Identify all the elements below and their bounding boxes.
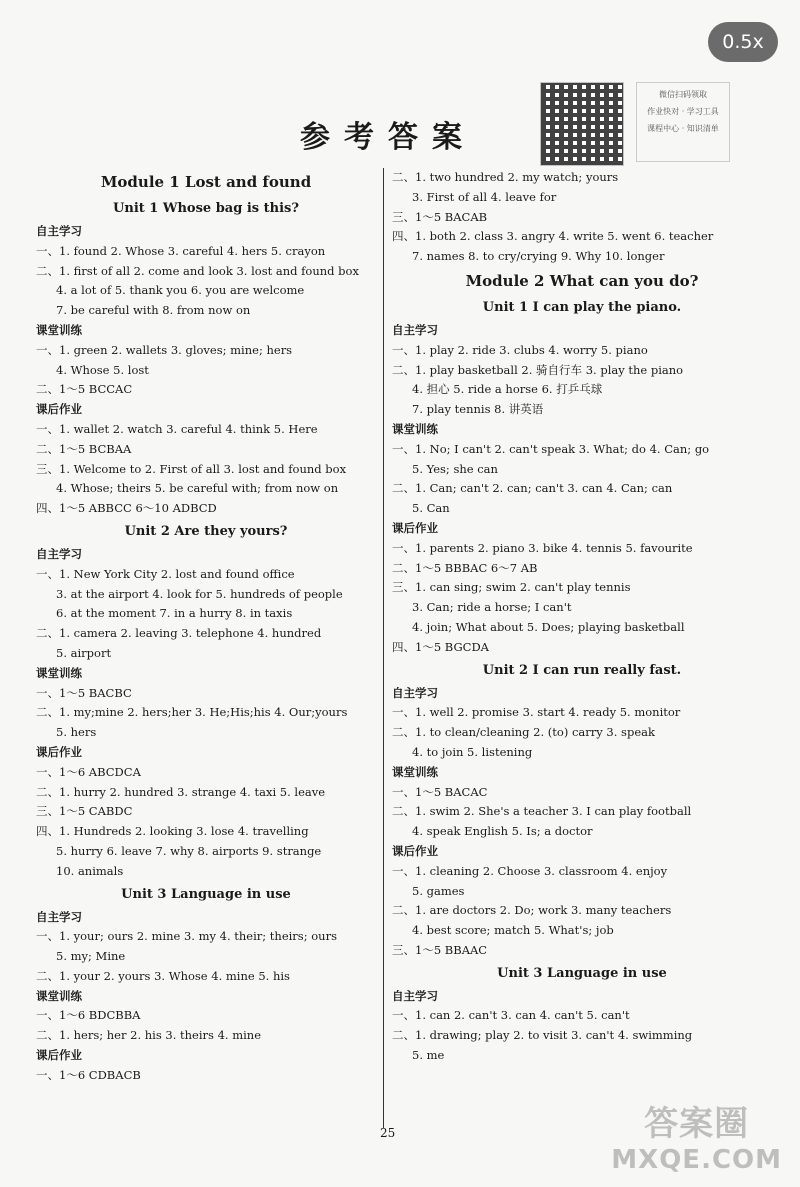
answer-line: 一、1. New York City 2. lost and found office — [36, 566, 295, 581]
page-number: 25 — [380, 1126, 396, 1140]
watermark-line: MXQE.COM — [611, 1145, 782, 1175]
answer-line-continued: 4. best score; match 5. What's; job — [412, 923, 614, 938]
answer-line: 一、1. your; ours 2. mine 3. my 4. their; theirs; ours — [36, 929, 337, 944]
answer-line: 三、1～5 BBAAC — [392, 942, 488, 957]
answer-line: 三、1. can sing; swim 2. can't play tennis — [392, 580, 631, 595]
section-label: 自主学习 — [392, 322, 438, 337]
section-label: 课后作业 — [392, 843, 438, 858]
answer-line: 一、1. No; I can't 2. can't speak 3. What; do 4. Can; go — [392, 441, 710, 456]
answer-line: 一、1. wallet 2. watch 3. careful 4. think 5. Here — [36, 421, 318, 436]
section-label: 课堂训练 — [36, 988, 82, 1003]
answer-line-continued: 5. games — [412, 883, 465, 898]
section-label: 课堂训练 — [392, 764, 438, 779]
unit-heading: Unit 1 I can play the piano. — [482, 299, 682, 315]
qr-promo-line: 课程中心 · 知识清单 — [647, 124, 719, 133]
answer-line: 四、1. Hundreds 2. looking 3. lose 4. travelling — [36, 824, 309, 839]
section-label: 课后作业 — [36, 1048, 82, 1063]
answer-line-continued: 5. me — [412, 1048, 445, 1063]
answer-line: 三、1～5 CABDC — [36, 804, 133, 819]
answer-line: 一、1. can 2. can't 3. can 4. can't 5. can't — [392, 1008, 630, 1023]
qr-promo-line: 作业快对 · 学习工具 — [647, 107, 719, 116]
answer-line: 二、1. two hundred 2. my watch; yours — [392, 170, 619, 184]
section-label: 自主学习 — [36, 546, 82, 561]
answer-line-continued: 5. Yes; she can — [412, 461, 498, 476]
section-label: 课堂训练 — [392, 421, 438, 436]
answer-line: 二、1. to clean/cleaning 2. (to) carry 3. speak — [392, 725, 655, 740]
unit-heading: Unit 3 Language in use — [121, 886, 291, 902]
answer-line: 二、1～5 BCCAC — [36, 382, 133, 397]
answer-line-continued: 5. my; Mine — [56, 949, 126, 964]
answer-line: 二、1. my;mine 2. hers;her 3. He;His;his 4. Our;yours — [36, 705, 348, 720]
zoom-level-badge[interactable]: 0.5x — [708, 22, 778, 62]
answer-line: 一、1. play 2. ride 3. clubs 4. worry 5. piano — [392, 342, 648, 357]
answer-line-continued: 3. at the airport 4. look for 5. hundreds of people — [56, 586, 343, 601]
answer-column-left — [36, 168, 376, 1086]
section-label: 课堂训练 — [36, 665, 82, 680]
answer-line: 一、1～6 ABCDCA — [36, 764, 141, 779]
answer-line: 一、1. found 2. Whose 3. careful 4. hers 5. crayon — [36, 243, 326, 258]
unit-heading: Unit 2 Are they yours? — [124, 523, 288, 539]
page-title: 参考答案 — [300, 120, 476, 155]
unit-heading: Unit 1 Whose bag is this? — [113, 201, 299, 216]
answer-line: 一、1～5 BACBC — [36, 685, 132, 700]
answer-line-continued: 4. a lot of 5. thank you 6. you are welcome — [56, 283, 305, 298]
answer-line-continued: 5. Can — [412, 501, 450, 516]
qr-code — [540, 82, 624, 166]
answer-line: 二、1. are doctors 2. Do; work 3. many teachers — [392, 903, 672, 918]
section-label: 自主学习 — [36, 224, 82, 238]
answer-line-continued: 3. First of all 4. leave for — [412, 189, 557, 204]
section-label: 课后作业 — [392, 520, 438, 535]
answer-line-continued: 4. to join 5. listening — [412, 744, 533, 759]
answer-line-continued: 6. at the moment 7. in a hurry 8. in taxis — [56, 606, 293, 621]
answer-line-continued: 5. hers — [56, 725, 97, 740]
answer-line: 二、1. your 2. yours 3. Whose 4. mine 5. his — [36, 968, 290, 983]
section-label: 自主学习 — [36, 909, 82, 924]
watermark-logo — [611, 1096, 782, 1175]
answer-line-continued: 4. Whose; theirs 5. be careful with; from now on — [56, 481, 339, 496]
answer-line: 一、1. parents 2. piano 3. bike 4. tennis 5. favourite — [392, 540, 693, 555]
answer-line-continued: 7. play tennis 8. 讲英语 — [412, 402, 544, 417]
answer-line: 一、1. well 2. promise 3. start 4. ready 5. monitor — [392, 705, 681, 720]
answer-line: 四、1～5 ABBCC 6～10 ADBCD — [36, 501, 217, 516]
section-label: 课堂训练 — [36, 322, 82, 337]
answer-line: 一、1～6 CDBACB — [36, 1067, 141, 1082]
answer-line: 二、1. Can; can't 2. can; can't 3. can 4. Can; can — [392, 481, 673, 496]
answer-line-continued: 7. be careful with 8. from now on — [56, 303, 251, 318]
answer-line-continued: 4. 担心 5. ride a horse 6. 打乒乓球 — [412, 382, 603, 397]
answer-line: 二、1. first of all 2. come and look 3. lost and found box — [36, 263, 359, 278]
section-label: 课后作业 — [36, 744, 82, 759]
answer-line: 三、1～5 BACAB — [392, 209, 488, 224]
answer-line: 二、1～5 BCBAA — [36, 441, 132, 456]
answer-line-continued: 5. hurry 6. leave 7. why 8. airports 9. strange — [56, 843, 322, 858]
answer-line-continued: 4. speak English 5. Is; a doctor — [412, 824, 593, 839]
answer-line: 一、1～5 BACAC — [392, 784, 488, 799]
unit-heading: Unit 2 I can run really fast. — [482, 662, 682, 678]
answer-line: 一、1. green 2. wallets 3. gloves; mine; hers — [36, 342, 293, 357]
answer-line: 二、1～5 BBBAC 6～7 AB — [392, 560, 538, 575]
answer-line: 二、1. hers; her 2. his 3. theirs 4. mine — [36, 1028, 262, 1043]
answer-line-continued: 4. join; What about 5. Does; playing basketball — [412, 619, 685, 634]
section-label: 自主学习 — [392, 685, 438, 700]
answer-line: 二、1. swim 2. She's a teacher 3. I can play football — [392, 804, 692, 819]
answer-line: 二、1. hurry 2. hundred 3. strange 4. taxi 5. leave — [36, 784, 326, 799]
answer-line: 二、1. camera 2. leaving 3. telephone 4. hundred — [36, 626, 322, 641]
answer-line: 四、1. both 2. class 3. angry 4. write 5. went 6. teacher — [392, 229, 714, 244]
module-heading: Module 2 What can you do? — [465, 271, 699, 290]
section-label: 自主学习 — [392, 988, 438, 1003]
answer-line-continued: 4. Whose 5. lost — [56, 362, 149, 377]
answer-line: 一、1. cleaning 2. Choose 3. classroom 4. enjoy — [392, 863, 668, 878]
module-heading: Module 1 Lost and found — [100, 173, 312, 191]
unit-heading: Unit 3 Language in use — [497, 965, 667, 981]
answer-line: 一、1～6 BDCBBA — [36, 1008, 141, 1023]
answer-column-right — [392, 168, 772, 1066]
qr-promo-box — [636, 82, 730, 162]
answer-line: 二、1. drawing; play 2. to visit 3. can't 4. swimming — [392, 1028, 693, 1043]
column-divider — [383, 168, 384, 1128]
answer-line-continued: 5. airport — [56, 645, 112, 660]
answer-line-continued: 3. Can; ride a horse; I can't — [412, 600, 572, 615]
qr-promo-line: 微信扫码领取 — [659, 90, 707, 99]
answer-line-continued: 7. names 8. to cry/crying 9. Why 10. longer — [412, 249, 665, 264]
answer-line: 三、1. Welcome to 2. First of all 3. lost and found box — [36, 461, 347, 476]
answer-line: 二、1. play basketball 2. 骑自行车 3. play the piano — [392, 362, 684, 377]
watermark-line: 答案圈 — [644, 1104, 750, 1144]
answer-line: 四、1～5 BGCDA — [392, 639, 489, 654]
answer-line-continued: 10. animals — [56, 863, 124, 878]
section-label: 课后作业 — [36, 402, 82, 417]
